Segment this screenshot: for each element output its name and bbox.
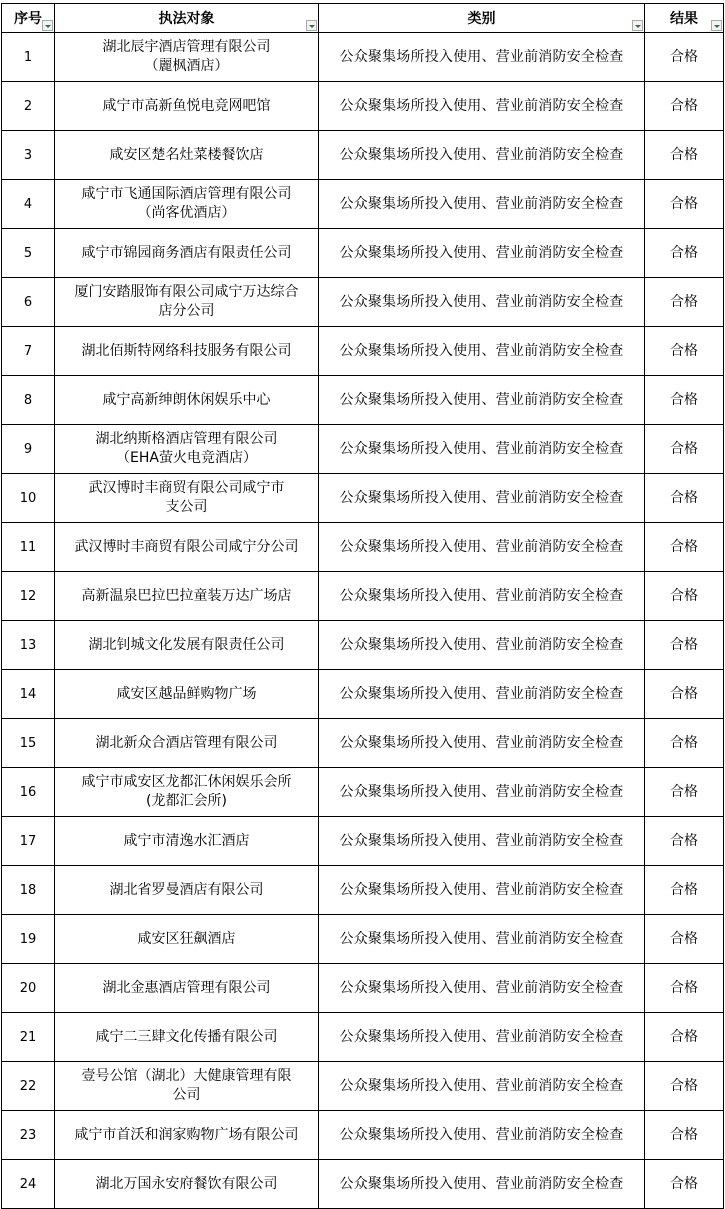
cell-result[interactable]: 合格 [645,180,724,229]
cell-object-line: 公司 [172,1087,201,1103]
table-row [2,229,724,278]
table-row [2,82,724,131]
cell-index[interactable]: 13 [2,621,55,670]
header-cell-category [319,4,645,33]
cell-index[interactable]: 24 [2,1160,55,1209]
cell-result[interactable]: 合格 [645,229,724,278]
cell-object-line: 咸安区狂飙酒店 [137,930,236,947]
cell-object-line: 湖北省罗曼酒店有限公司 [109,881,264,898]
cell-category[interactable]: 公众聚集场所投入使用、营业前消防安全检查 [319,915,645,964]
cell-object-line: （EHA萤火电竞酒店） [116,450,257,466]
cell-object[interactable] [55,768,319,817]
table-row [2,180,724,229]
cell-result[interactable]: 合格 [645,866,724,915]
cell-object-line: 咸宁高新绅朗休闲娱乐中心 [102,391,271,408]
cell-category[interactable]: 公众聚集场所投入使用、营业前消防安全检查 [319,1062,645,1111]
table-row [2,523,724,572]
cell-index[interactable]: 4 [2,180,55,229]
cell-index[interactable]: 10 [2,474,55,523]
cell-index[interactable]: 16 [2,768,55,817]
cell-object[interactable] [55,180,319,229]
cell-result[interactable]: 合格 [645,719,724,768]
cell-category[interactable]: 公众聚集场所投入使用、营业前消防安全检查 [319,1160,645,1209]
cell-object-line: 咸宁市飞通国际酒店管理有限公司 [81,186,292,202]
cell-object-line: 壹号公馆（湖北）大健康管理有限 [81,1068,292,1084]
cell-index[interactable]: 1 [2,33,55,82]
table-row [2,964,724,1013]
cell-object-line: (龙都汇会所) [146,793,227,809]
cell-object-line: 武汉博时丰商贸有限公司咸宁分公司 [74,538,299,555]
cell-index[interactable]: 7 [2,327,55,376]
header-row [2,4,724,33]
table-row [2,768,724,817]
cell-object[interactable] [55,327,319,376]
cell-object[interactable] [55,572,319,621]
cell-object-line: （尚客优酒店） [137,205,236,221]
cell-index[interactable]: 19 [2,915,55,964]
table-row [2,1062,724,1111]
filter-dropdown-icon[interactable] [711,20,722,31]
cell-category[interactable]: 公众聚集场所投入使用、营业前消防安全检查 [319,817,645,866]
cell-result[interactable]: 合格 [645,376,724,425]
cell-object-line: 湖北金惠酒店管理有限公司 [102,979,271,996]
cell-object[interactable] [55,1160,319,1209]
cell-result[interactable]: 合格 [645,33,724,82]
cell-object[interactable] [55,621,319,670]
cell-object[interactable] [55,670,319,719]
header-cell-result [645,4,724,33]
cell-category[interactable]: 公众聚集场所投入使用、营业前消防安全检查 [319,621,645,670]
cell-object[interactable] [55,719,319,768]
header-label-result: 结果 [670,11,698,27]
cell-category[interactable]: 公众聚集场所投入使用、营业前消防安全检查 [319,866,645,915]
table-row [2,915,724,964]
cell-object[interactable] [55,523,319,572]
cell-index[interactable]: 3 [2,131,55,180]
cell-index[interactable]: 23 [2,1111,55,1160]
cell-result[interactable]: 合格 [645,1062,724,1111]
cell-object-line: 湖北纳斯格酒店管理有限公司 [95,431,278,447]
cell-result[interactable]: 合格 [645,817,724,866]
cell-object-line: 咸宁市咸安区龙都汇休闲娱乐会所 [81,774,292,790]
cell-index[interactable]: 22 [2,1062,55,1111]
cell-index[interactable]: 2 [2,82,55,131]
table-row [2,33,724,82]
cell-object-line: 咸宁市清逸水汇酒店 [123,832,250,849]
cell-result[interactable]: 合格 [645,964,724,1013]
cell-category[interactable]: 公众聚集场所投入使用、营业前消防安全检查 [319,768,645,817]
cell-object[interactable] [55,915,319,964]
cell-category[interactable]: 公众聚集场所投入使用、营业前消防安全检查 [319,33,645,82]
header-label-object: 执法对象 [158,11,215,27]
cell-object-line: 咸宁市锦园商务酒店有限责任公司 [81,244,292,261]
cell-object[interactable] [55,817,319,866]
cell-result[interactable]: 合格 [645,131,724,180]
cell-category[interactable]: 公众聚集场所投入使用、营业前消防安全检查 [319,1013,645,1062]
cell-index[interactable]: 21 [2,1013,55,1062]
cell-category[interactable]: 公众聚集场所投入使用、营业前消防安全检查 [319,229,645,278]
table-row [2,278,724,327]
cell-result[interactable]: 合格 [645,474,724,523]
cell-result[interactable]: 合格 [645,1111,724,1160]
table-row [2,131,724,180]
cell-category[interactable]: 公众聚集场所投入使用、营业前消防安全检查 [319,1111,645,1160]
table-row [2,327,724,376]
cell-object[interactable] [55,131,319,180]
table-row [2,866,724,915]
cell-object-line: 武汉博时丰商贸有限公司咸宁市 [88,480,285,496]
table-row [2,425,724,474]
cell-result[interactable]: 合格 [645,327,724,376]
cell-object[interactable] [55,82,319,131]
cell-result[interactable]: 合格 [645,670,724,719]
table-row [2,621,724,670]
filter-dropdown-icon[interactable] [42,20,53,31]
cell-object[interactable] [55,376,319,425]
cell-object[interactable] [55,278,319,327]
cell-object[interactable] [55,33,319,82]
cell-category[interactable]: 公众聚集场所投入使用、营业前消防安全检查 [319,474,645,523]
filter-dropdown-icon[interactable] [306,20,317,31]
header-cell-index [2,4,55,33]
cell-category[interactable]: 公众聚集场所投入使用、营业前消防安全检查 [319,425,645,474]
cell-category[interactable]: 公众聚集场所投入使用、营业前消防安全检查 [319,572,645,621]
table-row [2,1013,724,1062]
cell-index[interactable]: 14 [2,670,55,719]
cell-result[interactable]: 合格 [645,82,724,131]
cell-category[interactable]: 公众聚集场所投入使用、营业前消防安全检查 [319,278,645,327]
cell-result[interactable]: 合格 [645,278,724,327]
cell-index[interactable]: 5 [2,229,55,278]
enforcement-table [1,3,724,1209]
cell-index[interactable]: 11 [2,523,55,572]
cell-object-line: 厦门安踏服饰有限公司咸宁万达综合 [74,284,299,300]
header-label-category: 类别 [467,11,496,27]
header-cell-object [55,4,319,33]
cell-object-line: 咸宁市高新鱼悦电竞网吧馆 [102,97,271,114]
cell-result[interactable]: 合格 [645,425,724,474]
cell-result[interactable]: 合格 [645,768,724,817]
cell-result[interactable]: 合格 [645,572,724,621]
cell-object-line: 湖北万国永安府餐饮有限公司 [95,1175,278,1192]
cell-object-line: 湖北新众合酒店管理有限公司 [95,734,278,751]
cell-object-line: 湖北佰斯特网络科技服务有限公司 [81,342,292,359]
cell-object-line: 湖北钊城文化发展有限责任公司 [88,636,285,653]
cell-object[interactable] [55,1013,319,1062]
cell-result[interactable]: 合格 [645,523,724,572]
cell-category[interactable]: 公众聚集场所投入使用、营业前消防安全检查 [319,82,645,131]
table-row [2,719,724,768]
cell-category[interactable]: 公众聚集场所投入使用、营业前消防安全检查 [319,327,645,376]
cell-object[interactable] [55,1111,319,1160]
cell-object-line: 咸安区越品鲜购物广场 [116,685,257,702]
cell-object-line: 湖北辰宇酒店管理有限公司 [102,39,271,55]
cell-index[interactable]: 9 [2,425,55,474]
cell-object-line: 咸宁二三肆文化传播有限公司 [95,1028,278,1045]
cell-index[interactable]: 18 [2,866,55,915]
cell-object[interactable] [55,474,319,523]
cell-result[interactable]: 合格 [645,1013,724,1062]
cell-category[interactable]: 公众聚集场所投入使用、营业前消防安全检查 [319,719,645,768]
cell-category[interactable]: 公众聚集场所投入使用、营业前消防安全检查 [319,131,645,180]
cell-category[interactable]: 公众聚集场所投入使用、营业前消防安全检查 [319,180,645,229]
cell-object[interactable] [55,866,319,915]
cell-result[interactable]: 合格 [645,1160,724,1209]
cell-category[interactable]: 公众聚集场所投入使用、营业前消防安全检查 [319,523,645,572]
cell-object[interactable] [55,425,319,474]
table-row [2,817,724,866]
cell-result[interactable]: 合格 [645,621,724,670]
cell-index[interactable]: 20 [2,964,55,1013]
table-row [2,1111,724,1160]
filter-dropdown-icon[interactable] [632,20,643,31]
cell-index[interactable]: 15 [2,719,55,768]
table-row [2,670,724,719]
cell-object[interactable] [55,1062,319,1111]
cell-category[interactable]: 公众聚集场所投入使用、营业前消防安全检查 [319,376,645,425]
table-body [2,33,724,1209]
cell-object-line: 咸安区楚名灶菜楼餐饮店 [109,146,264,163]
cell-index[interactable]: 12 [2,572,55,621]
cell-object-line: 高新温泉巴拉巴拉童装万达广场店 [81,587,292,604]
cell-object[interactable] [55,964,319,1013]
cell-index[interactable]: 8 [2,376,55,425]
header-label-index: 序号 [14,11,42,27]
table-row [2,1160,724,1209]
cell-object-line: 店分公司 [158,303,215,319]
cell-index[interactable]: 17 [2,817,55,866]
cell-object-line: 咸宁市首沃和润家购物广场有限公司 [74,1126,299,1143]
table-row [2,474,724,523]
cell-result[interactable]: 合格 [645,915,724,964]
cell-index[interactable]: 6 [2,278,55,327]
cell-category[interactable]: 公众聚集场所投入使用、营业前消防安全检查 [319,964,645,1013]
cell-object-line: （麗枫酒店） [144,58,229,74]
cell-object-line: 支公司 [165,499,208,515]
cell-object[interactable] [55,229,319,278]
table-row [2,572,724,621]
cell-category[interactable]: 公众聚集场所投入使用、营业前消防安全检查 [319,670,645,719]
table-row [2,376,724,425]
